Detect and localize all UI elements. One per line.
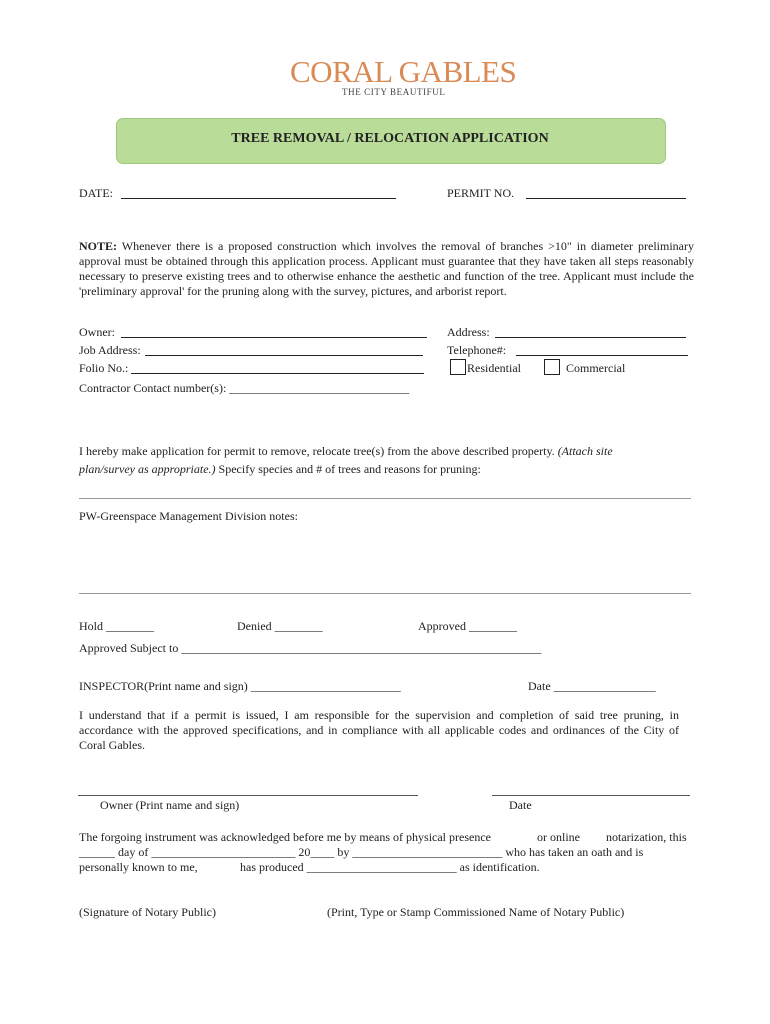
permit-label: PERMIT NO. [447,186,515,200]
date-field[interactable] [121,198,396,199]
has-produced-field[interactable]: has produced _________________________ as identification. [240,860,540,874]
owner-label: Owner: [79,325,115,339]
owner-field[interactable] [121,337,427,338]
date-label: DATE: [79,186,113,200]
application-statement [79,444,613,459]
folio-label: Folio No.: [79,361,129,375]
inspector-date-field[interactable]: Date _________________ [528,679,656,693]
job-address-label: Job Address: [79,343,141,357]
application-text-1: I hereby make application for permit to remove, relocate tree(s) from the above described property. [79,444,555,458]
online-option: or online [537,830,580,844]
notary-signature-label: (Signature of Notary Public) [79,905,216,919]
application-statement-2 [79,462,481,477]
permit-field[interactable] [526,198,686,199]
owner-date-label: Date [509,798,532,812]
residential-checkbox[interactable] [450,359,466,375]
owner-signature-line[interactable] [78,795,418,796]
logo-tagline: THE CITY BEAUTIFUL [342,87,446,97]
note-label: NOTE: [79,239,118,253]
plan-survey-note: plan/survey as appropriate.) [79,462,216,476]
contractor-line[interactable]: Contractor Contact number(s): ______________________________ [79,381,410,395]
approved-field[interactable]: Approved ________ [418,619,517,633]
folio-field[interactable] [131,373,424,374]
form-title: TREE REMOVAL / RELOCATION APPLICATION [231,131,549,146]
notarization-text: notarization, this [606,830,687,844]
commercial-checkbox[interactable] [544,359,560,375]
address-label: Address: [447,325,490,339]
telephone-field[interactable] [516,355,688,356]
inspector-field[interactable]: INSPECTOR(Print name and sign) _________________________ [79,679,401,693]
owner-signature-label: Owner (Print name and sign) [100,798,240,812]
notary-line-1 [79,830,491,845]
commercial-label: Commercial [566,361,626,375]
attach-site-note: (Attach site [557,444,613,458]
responsibility-statement: I understand that if a permit is issued, I am responsible for the supervision and completion of said tree pruning, in accordance with the approved specifications, and in compliance with all applicable codes and ordinances of the City of Coral Gables. [79,708,679,752]
personally-known-text: personally known to me, [79,860,198,874]
divider [79,593,691,594]
note-text: Whenever there is a proposed construction which involves the removal of branches >10" in diameter preliminary approval must be obtained through this application process. Applicant must guarantee that they have taken all steps reasonably necessary to preserve existing trees and to otherwise enhance the aesthetic and function of the tree. Applicant must include the 'preliminary approval' for the pruning along with the survey, pictures, and arborist report. [79,239,694,298]
denied-field[interactable]: Denied ________ [237,619,323,633]
address-field[interactable] [495,337,686,338]
divider [79,498,691,499]
greenspace-notes-label: PW-Greenspace Management Division notes: [79,509,298,523]
notary-text-1: The forgoing instrument was acknowledged before me by means of physical presence [79,830,491,844]
specify-text: Specify species and # of trees and reasons for pruning: [218,462,481,476]
note-paragraph [79,239,694,299]
approved-subject-field[interactable]: Approved Subject to ____________________________________________________________ [79,641,542,655]
residential-label: Residential [467,361,521,375]
telephone-label: Telephone#: [447,343,507,357]
hold-field[interactable]: Hold ________ [79,619,154,633]
notary-line-2[interactable]: ______ day of ________________________ 20____ by _________________________ who has taken an oath and is [79,845,644,859]
owner-date-line[interactable] [492,795,690,796]
job-address-field[interactable] [145,355,423,356]
notary-print-label: (Print, Type or Stamp Commissioned Name of Notary Public) [327,905,625,919]
coral-gables-logo: CORAL GABLES [290,54,517,89]
